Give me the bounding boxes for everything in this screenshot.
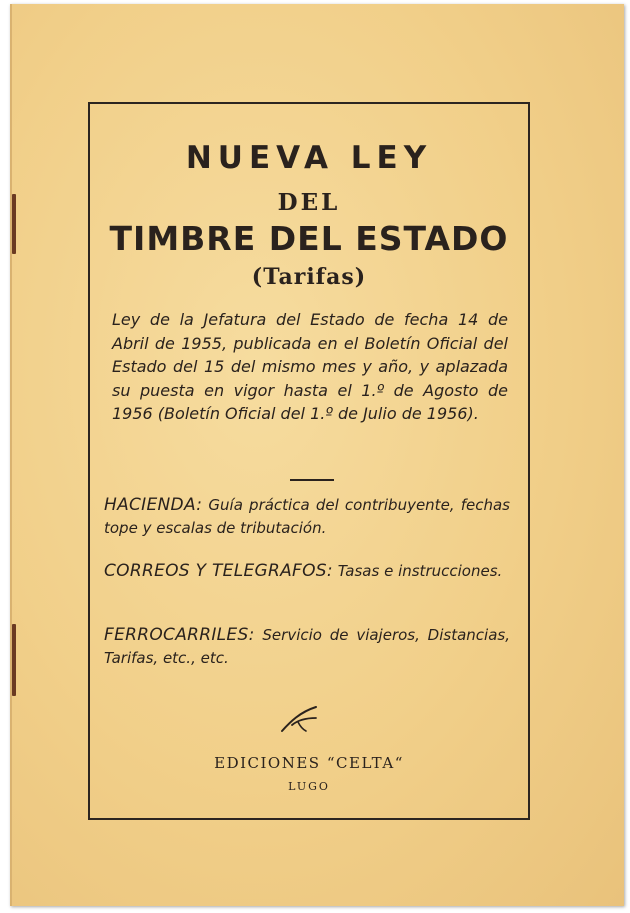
section-hacienda — [104, 494, 510, 539]
section-heading: FERROCARRILES: — [104, 625, 255, 645]
section-text: Servicio de viajeros, Distancias, Tarifas, etc., etc. — [104, 626, 510, 667]
section-heading: HACIENDA: — [104, 495, 203, 515]
staple-bottom — [12, 624, 16, 696]
staple-top — [12, 194, 16, 254]
title-line-1: NUEVA LEY — [185, 140, 433, 176]
separator-rule — [290, 479, 334, 481]
booklet-cover — [10, 4, 624, 906]
publisher-place: LUGO — [288, 780, 330, 793]
publisher-name: EDICIONES “CELTA“ — [214, 754, 404, 772]
title-line-2: DEL — [277, 189, 341, 216]
section-text: Tasas e instrucciones. — [337, 562, 503, 580]
title-line-3: TIMBRE DEL ESTADO — [109, 219, 509, 258]
celta-logo-icon — [276, 704, 332, 734]
section-text: Guía práctica del contribuyente, fechas tope y escalas de tributación. — [104, 496, 510, 537]
section-ferrocarriles — [104, 624, 510, 669]
intro-paragraph: Ley de la Jefatura del Estado de fecha 14 de Abril de 1955, publicada en el Boletín Oficial del Estado del 15 del mismo mes y año, y aplazada su puesta en vigor hasta el 1.º de Agosto de 1956 (Boletín Oficial del 1.º de Julio de 1956). — [112, 310, 508, 424]
section-heading: CORREOS Y TELEGRAFOS: — [104, 561, 333, 581]
title-line-4: (Tarifas) — [251, 264, 367, 290]
cover-frame — [88, 102, 530, 820]
section-correos — [104, 560, 510, 583]
